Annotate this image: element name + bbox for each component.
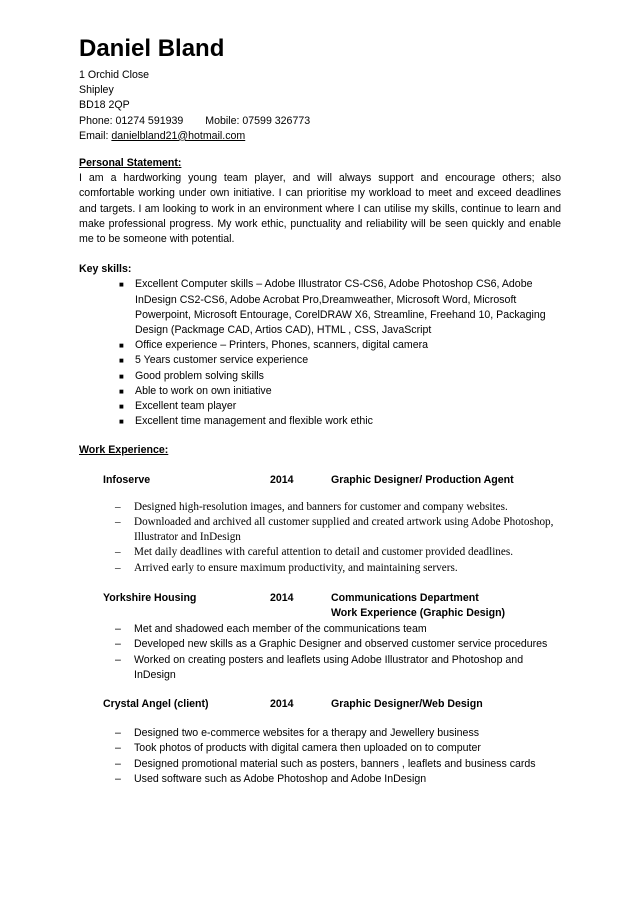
- email-label: Email:: [79, 129, 112, 142]
- job-year: 2014: [270, 473, 294, 486]
- job-duties: [79, 726, 561, 787]
- job-role-line-1: Communications Department: [331, 591, 479, 604]
- job-header: [79, 697, 561, 712]
- list-item: – Took photos of products with digital camera then uploaded on to computer: [115, 742, 481, 755]
- list-item: ■ Office experience – Printers, Phones, scanners, digital camera: [119, 338, 561, 353]
- email-link[interactable]: danielbland21@hotmail.com: [111, 129, 246, 142]
- job-header: [79, 591, 561, 621]
- list-item: – Used software such as Adobe Photoshop and Adobe InDesign: [115, 772, 427, 785]
- contact-block: [79, 68, 561, 144]
- email-row: [79, 129, 561, 144]
- list-item: – Met and shadowed each member of the communications team: [115, 623, 427, 636]
- square-bullet-icon: ■: [119, 356, 124, 366]
- job-company: Yorkshire Housing: [103, 591, 197, 604]
- list-item: – Worked on creating posters and leaflets using Adobe Illustrator and Photoshop and InDesign: [115, 653, 524, 681]
- list-item: ■ 5 Years customer service experience: [119, 353, 561, 368]
- square-bullet-icon: ■: [119, 417, 124, 427]
- phone-row: [79, 114, 561, 129]
- square-bullet-icon: ■: [119, 401, 124, 411]
- list-item: ■ Able to work on own initiative: [119, 384, 561, 399]
- list-item: ■ Excellent team player: [119, 399, 561, 414]
- address-line-1: 1 Orchid Close: [79, 69, 150, 81]
- list-item: – Designed two e-commerce websites for a therapy and Jewellery business: [115, 727, 480, 740]
- list-item: ■ Excellent Computer skills – Adobe Illustrator CS-CS6, Adobe Photoshop CS6, Adobe InDesign CS2-CS6, Adobe Acrobat Pro,Dreamweather, Microsoft Word, Microsoft Powerpoint, Microsoft Entourage, CorelDRAW X6, Streamline, Freehand 10, Packaging Design (Packmage CAD, Artios CAD), HTML , CSS, JavaScript: [119, 278, 546, 336]
- job-header: [79, 473, 561, 488]
- job-duties: [79, 622, 561, 683]
- list-item: – Arrived early to ensure maximum productivity, and maintaining servers.: [115, 561, 458, 574]
- square-bullet-icon: ■: [119, 371, 124, 381]
- list-item: – Designed promotional material such as posters, banners , leaflets and business cards: [115, 757, 536, 770]
- square-bullet-icon: ■: [119, 280, 124, 290]
- job-role: Graphic Designer/ Production Agent: [331, 473, 514, 486]
- list-item: – Designed high-resolution images, and banners for customer and company websites.: [115, 500, 508, 513]
- job-role-line-2: Work Experience (Graphic Design): [331, 607, 506, 620]
- phone-number: Phone: 01274 591939: [79, 114, 184, 127]
- work-experience-heading: Work Experience:: [79, 444, 169, 457]
- address-line-2: Shipley: [79, 84, 114, 97]
- cv-page: [79, 34, 561, 787]
- list-item: ■ Good problem solving skills: [119, 369, 561, 384]
- list-item: ■ Excellent time management and flexible work ethic: [119, 414, 561, 429]
- square-bullet-icon: ■: [119, 386, 124, 396]
- key-skills-list: [79, 277, 561, 429]
- list-item: – Downloaded and archived all customer supplied and created artwork using Adobe Photoshop, Illustrator and InDesign: [115, 516, 554, 544]
- key-skills-heading: Key skills:: [79, 263, 132, 276]
- mobile-number: Mobile: 07599 326773: [205, 114, 311, 127]
- job-duties: [79, 500, 561, 576]
- job-company: Infoserve: [103, 473, 151, 486]
- candidate-name: Daniel Bland: [79, 35, 225, 62]
- personal-statement-text: I am a hardworking young team player, and will always support and encourage others; also comfortable working under own initiative. I can prioritise my workload to meet and exceed deadlines and targets. I am looking to work in an environment where I can utilise my skills, continue to learn and make professional progress. My work ethic, punctuality and reliability will be seen quickly and enable me to be someone with potential.: [79, 172, 561, 245]
- job-company: Crystal Angel (client): [103, 698, 209, 711]
- address-line-3: BD18 2QP: [79, 99, 130, 112]
- job-role: [331, 591, 505, 621]
- list-item: – Met daily deadlines with careful attention to detail and customer provided deadlines.: [115, 546, 514, 559]
- job-role: Graphic Designer/Web Design: [331, 698, 483, 711]
- list-item: – Developed new skills as a Graphic Designer and observed customer service procedures: [115, 638, 548, 651]
- personal-statement-heading: Personal Statement:: [79, 156, 182, 169]
- square-bullet-icon: ■: [119, 341, 124, 351]
- job-year: 2014: [270, 698, 294, 711]
- job-year: 2014: [270, 591, 294, 604]
